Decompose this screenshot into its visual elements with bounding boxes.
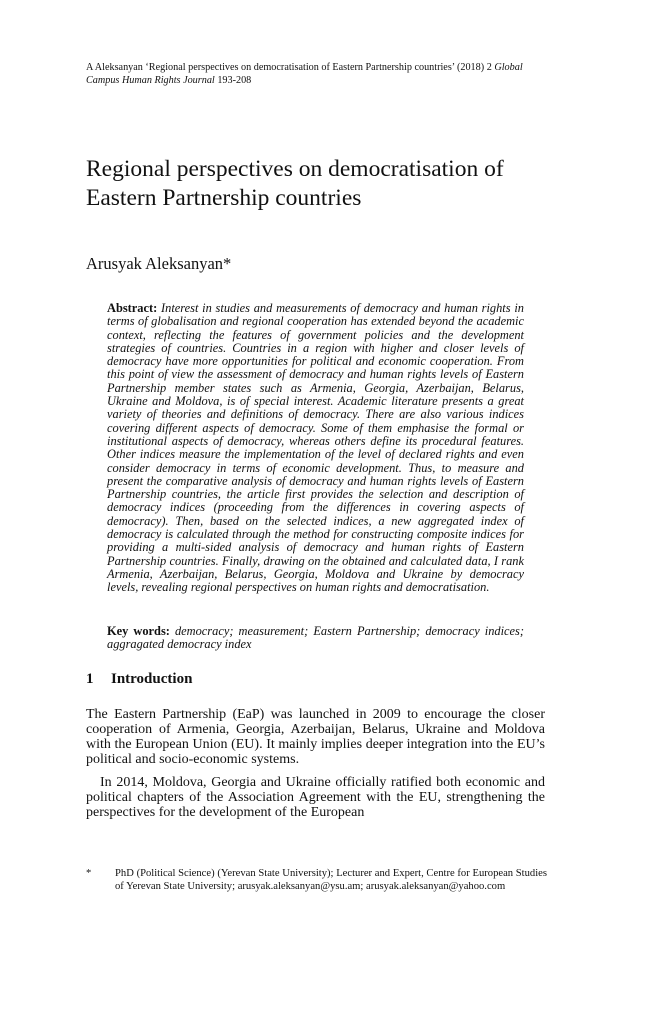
body-paragraph: In 2014, Moldova, Georgia and Ukraine officially ratified both economic and political chapters of the Association Agreement with the EU, strengthening the perspectives for the development of the European bbox=[86, 775, 545, 820]
abstract bbox=[107, 302, 524, 595]
footnote-text: PhD (Political Science) (Yerevan State University); Lecturer and Expert, Centre for European Studies of Yerevan State University; arusyak.aleksanyan@ysu.am; arusyak.aleksanyan@yahoo.com bbox=[115, 868, 547, 892]
keywords-label: Key words: bbox=[107, 624, 175, 638]
keywords bbox=[107, 625, 524, 652]
abstract-text: Interest in studies and measurements of democracy and human rights in terms of globalisation and regional cooperation has extended beyond the academic context, reflecting the features of government policies and the development strategies of countries. Countries in a region with higher and closer levels of democracy have more opportunities for political and economic cooperation. From this point of view the assessment of democracy and human rights levels of Eastern Partnership member states such as Armenia, Georgia, Azerbaijan, Belarus, Ukraine and Moldova, is of special interest. Academic literature presents a great variety of theories and definitions of democracy. There are also various indices covering different aspects of democracy. Some of them emphasise the formal or institutional aspects of democracy, whereas others define its procedural features. Other indices measure the implementation of the level of declared rights and even consider democracy in terms of economic development. Thus, to measure and present the comparative analysis of democracy and human rights levels of Eastern Partnership countries, the article first provides the selection and description of democracy indices (proceeding from the differences in covering aspects of democracy). Then, based on the selected indices, a new aggregated index of democracy is calculated through the method for constructing composite indices for providing a multi-sided analysis of democracy and human rights of Eastern Partnership countries. Finally, drawing on the obtained and calculated data, I rank Armenia, Azerbaijan, Belarus, Georgia, Moldova and Ukraine by democracy levels, revealing regional perspectives on human rights and democratisation. bbox=[107, 301, 524, 595]
body-paragraph: The Eastern Partnership (EaP) was launched in 2009 to encourage the closer cooperation of Armenia, Georgia, Azerbaijan, Belarus, Ukraine and Moldova with the European Union (EU). It mainly implies deeper integration into the EU’s political and socio-economic systems. bbox=[86, 707, 545, 767]
running-head-journal: Global Campus Human Rights Journal bbox=[86, 62, 523, 86]
running-head-citation: A Aleksanyan ‘Regional perspectives on democratisation of Eastern Partnership countries’ (2018) 2 bbox=[86, 62, 495, 73]
running-head bbox=[86, 61, 548, 87]
author-name: Arusyak Aleksanyan* bbox=[86, 254, 232, 273]
article-title: Regional perspectives on democratisation of Eastern Partnership countries bbox=[86, 156, 504, 211]
section-number: 1 bbox=[86, 671, 94, 687]
keywords-text: democracy; measurement; Eastern Partnership; democracy indices; aggragated democracy index bbox=[107, 624, 524, 652]
section-heading bbox=[86, 670, 192, 688]
abstract-label: Abstract: bbox=[107, 301, 161, 315]
footnote-mark: * bbox=[86, 868, 92, 879]
section-title: Introduction bbox=[111, 671, 193, 687]
running-head-pages: 193-208 bbox=[214, 75, 252, 86]
footnote bbox=[86, 867, 547, 893]
